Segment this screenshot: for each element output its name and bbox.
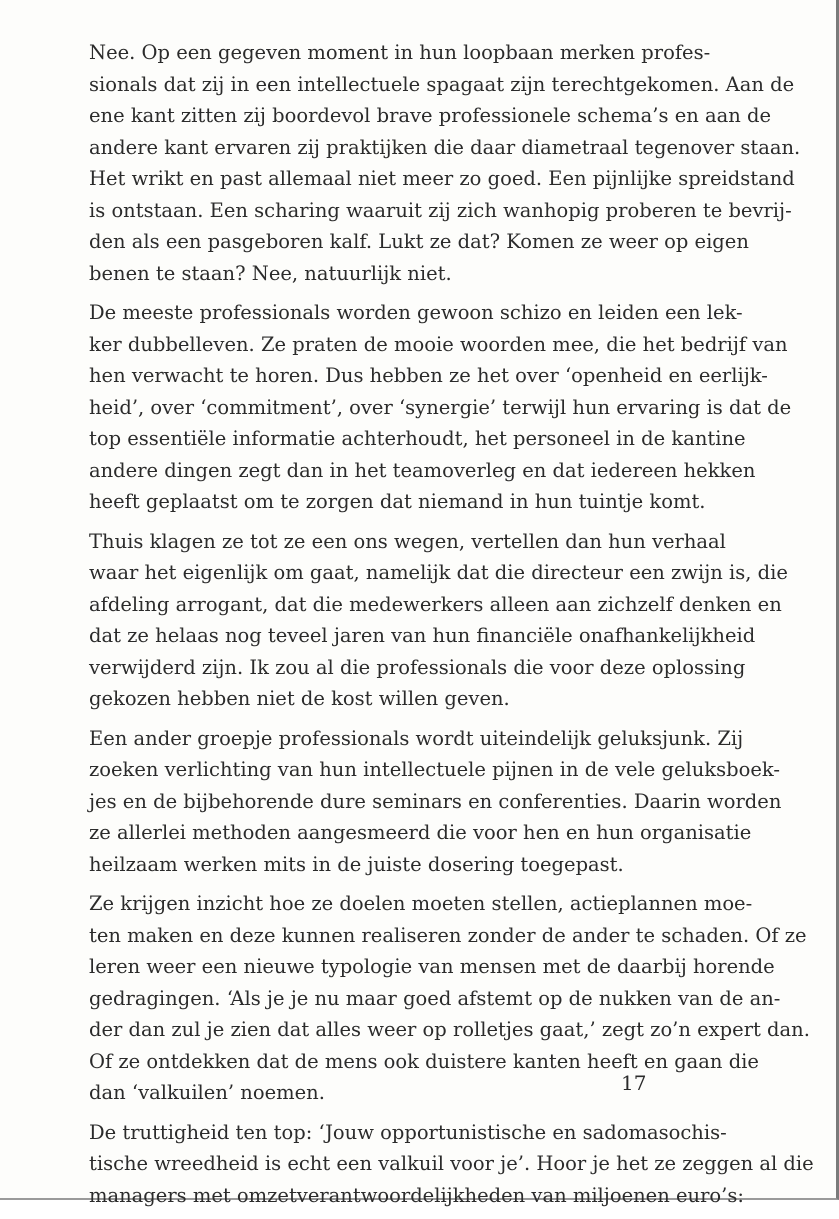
text-line: waar het eigenlijk om gaat, namelijk dat die directeur een zwijn is, die <box>89 561 788 584</box>
text-line: De truttigheid ten top: ‘Jouw opportunistische en sadomasochis- <box>89 1120 727 1144</box>
text-line: hen verwacht te horen. Dus hebben ze het over ‘openheid en eerlijk- <box>89 364 768 387</box>
text-line: andere dingen zegt dan in het teamoverleg en dat iedereen hekken <box>89 458 756 482</box>
text-line: den als een pasgeboren kalf. Lukt ze dat? Komen ze weer op eigen <box>89 230 749 253</box>
paragraph <box>89 297 792 518</box>
text-line: Ze krijgen inzicht hoe ze doelen moeten stellen, actieplannen moe- <box>89 892 753 915</box>
text-line: jes en de bijbehorende dure seminars en conferenties. Daarin worden <box>89 789 782 813</box>
paragraph <box>89 1117 814 1212</box>
text-line: heilzaam werken mits in de juiste dosering toegepast. <box>89 852 624 876</box>
text-line: dan ‘valkuilen’ noemen. <box>89 1081 325 1104</box>
text-line: der dan zul je zien dat alles weer op rolletjes gaat,’ zegt zo’n expert dan. <box>89 1018 810 1041</box>
text-line: tische wreedheid is echt een valkuil voor je’. Hoor je het ze zeggen al die <box>89 1152 814 1175</box>
paragraph <box>89 723 782 881</box>
text-line: Thuis klagen ze tot ze een ons wegen, vertellen dan hun verhaal <box>89 529 726 553</box>
text-line: zoeken verlichting van hun intellectuele pijnen in de vele geluksboek- <box>89 758 780 781</box>
text-line: top essentiële informatie achterhoudt, het personeel in de kantine <box>89 427 746 450</box>
text-line: managers met omzetverantwoordelijkheden van miljoenen euro’s: <box>89 1183 744 1207</box>
text-line: Een ander groepje professionals wordt uiteindelijk geluksjunk. Zij <box>89 726 744 750</box>
text-line: ene kant zitten zij boordevol brave professionele schema’s en aan de <box>89 104 772 127</box>
paragraph <box>89 526 788 715</box>
text-line: dat ze helaas nog teveel jaren van hun financiële onafhankelijkheid <box>89 624 756 647</box>
text-line: sionals dat zij in een intellectuele spagaat zijn terechtgekomen. Aan de <box>89 72 795 96</box>
text-line: is ontstaan. Een scharing waaruit zij zich wanhopig proberen te bevrij- <box>89 198 792 222</box>
text-line: verwijderd zijn. Ik zou al die professionals die voor deze oplossing <box>89 655 746 679</box>
text-line: leren weer een nieuwe typologie van mensen met de daarbij horende <box>89 955 775 978</box>
text-line: heid’, over ‘commitment’, over ‘synergie’ terwijl hun ervaring is dat de <box>89 395 792 419</box>
text-line: heeft geplaatst om te zorgen dat niemand in hun tuintje komt. <box>89 490 706 513</box>
text-line: Nee. Op een gegeven moment in hun loopbaan merken profes- <box>89 41 711 64</box>
text-line: De meeste professionals worden gewoon schizo en leiden een lek- <box>89 301 743 324</box>
text-line: Het wrikt en past allemaal niet meer zo goed. Een pijnlijke spreidstand <box>89 167 795 190</box>
paragraph <box>89 37 801 289</box>
text-line: benen te staan? Nee, natuurlijk niet. <box>89 261 452 285</box>
body-text <box>89 37 814 1219</box>
text-line: afdeling arrogant, dat die medewerkers alleen aan zichzelf denken en <box>89 592 782 616</box>
text-line: ker dubbelleven. Ze praten de mooie woorden mee, die het bedrijf van <box>89 332 788 356</box>
text-line: ze allerlei methoden aangesmeerd die voor hen en hun organisatie <box>89 821 752 844</box>
page-number: 17 <box>621 1071 647 1095</box>
text-line: andere kant ervaren zij praktijken die daar diametraal tegenover staan. <box>89 135 801 159</box>
text-line: gekozen hebben niet de kost willen geven. <box>89 687 510 710</box>
text-line: Of ze ontdekken dat de mens ook duistere kanten heeft en gaan die <box>89 1049 759 1073</box>
paragraph <box>89 888 810 1109</box>
text-line: ten maken en deze kunnen realiseren zonder de ander te schaden. Of ze <box>89 923 807 947</box>
text-line: gedragingen. ‘Als je je nu maar goed afstemt op de nukken van de an- <box>89 986 781 1010</box>
